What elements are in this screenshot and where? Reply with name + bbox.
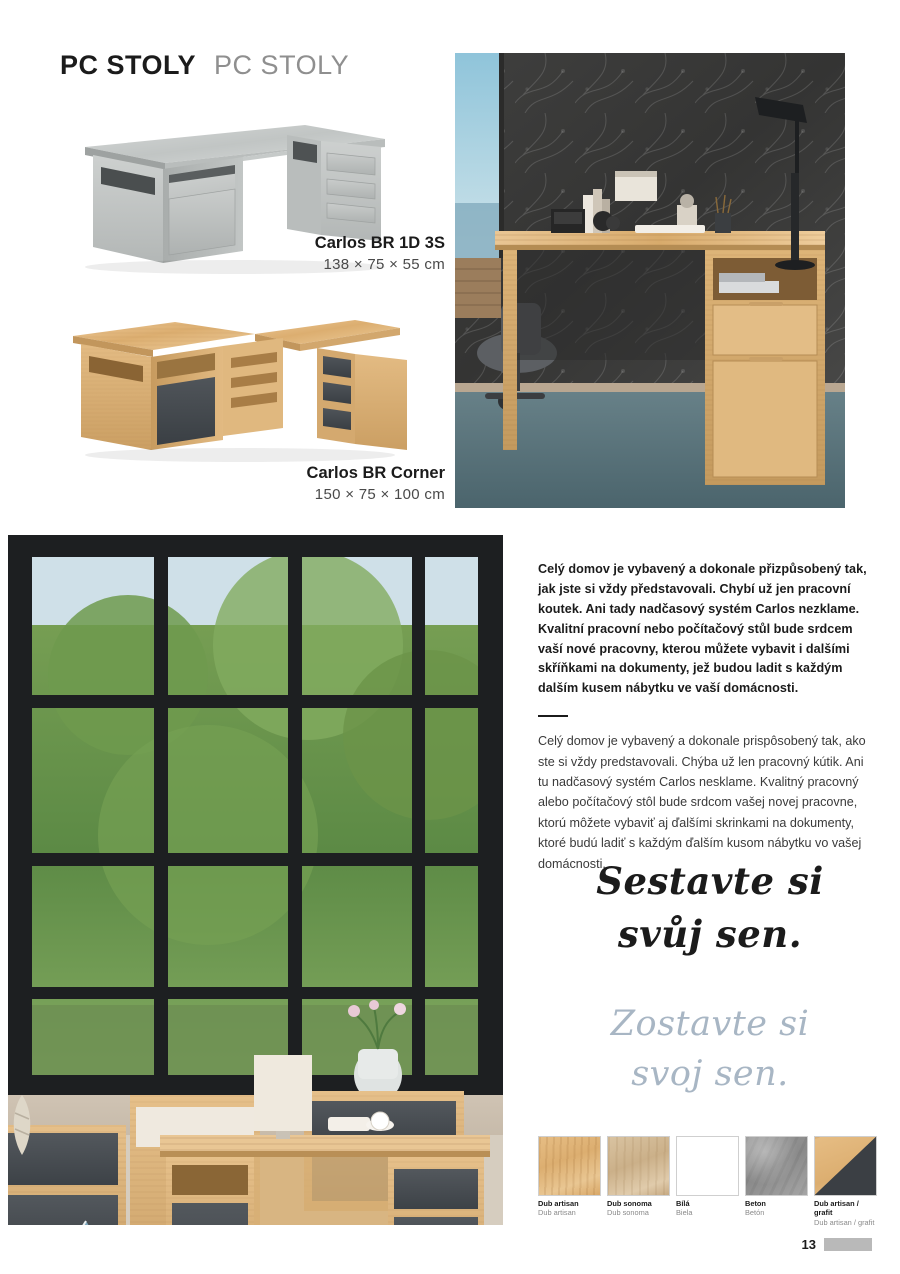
text-divider bbox=[538, 715, 568, 717]
page-title-sk: PC STOLY bbox=[214, 50, 350, 80]
product-name-2: Carlos BR Corner bbox=[306, 464, 445, 482]
slogan-sk bbox=[540, 1000, 880, 1099]
product-dimensions-1: 138 × 75 × 55 cm bbox=[323, 256, 445, 274]
product-dimensions-2: 150 × 75 × 100 cm bbox=[314, 486, 445, 504]
description-sk: Celý domov je vybavený a dokonale prispôsobený tak, ako ste si vždy predstavovali. Chýba už len pracovný kútik. Ani tu nadčasový systém Carlos nesklame. Kvalitný pracovný alebo počítačový stôl bude srdcom vašej novej pracovne, ktorú môžete vybaviť aj ďalšími skrinkami na dokumenty, ktoré budú ladiť s každým ďalším kusom nábytku vo vašej domácnosti. bbox=[538, 734, 866, 871]
swatch-label-sk-0: Dub artisan bbox=[538, 1208, 576, 1218]
swatch-beton[interactable] bbox=[745, 1136, 808, 1227]
swatch-chip-dub-sonoma bbox=[607, 1136, 670, 1196]
room-photo-office-set bbox=[8, 535, 503, 1225]
slogan-sk-line2: svoj sen. bbox=[631, 1053, 789, 1094]
swatch-label-cz-0: Dub artisan bbox=[538, 1199, 579, 1208]
swatch-chip-dub-artisan-grafit bbox=[814, 1136, 877, 1196]
slogan-cz bbox=[540, 855, 880, 960]
swatch-dub-artisan-grafit[interactable] bbox=[814, 1136, 877, 1227]
page-title bbox=[60, 50, 349, 81]
product-name-1: Carlos BR 1D 3S bbox=[314, 234, 445, 252]
slogan-cz-line1: Sestavte si bbox=[596, 859, 824, 903]
product-caption-2 bbox=[55, 462, 445, 507]
page-bar bbox=[824, 1238, 872, 1251]
hero-photo-oak-desk bbox=[455, 53, 845, 508]
description-text-block bbox=[538, 560, 873, 874]
swatch-label-sk-1: Dub sonoma bbox=[607, 1208, 649, 1218]
swatch-label-sk-4: Dub artisan / grafit bbox=[814, 1217, 875, 1227]
slogan-sk-line1: Zostavte si bbox=[610, 1004, 810, 1044]
swatch-chip-dub-artisan bbox=[538, 1136, 601, 1196]
swatch-label-cz-4: Dub artisan / grafit bbox=[814, 1199, 859, 1218]
hero-photo-illustration bbox=[455, 53, 845, 508]
product-caption-1 bbox=[55, 232, 445, 277]
slogan-cz-line2: svůj sen. bbox=[617, 911, 803, 956]
swatch-label-cz-3: Beton bbox=[745, 1199, 766, 1208]
carlos-br-corner-illustration bbox=[55, 300, 445, 465]
swatch-bila[interactable] bbox=[676, 1136, 739, 1227]
swatch-label-sk-2: Biela bbox=[676, 1208, 693, 1218]
finish-swatches bbox=[538, 1136, 883, 1227]
swatch-dub-artisan[interactable] bbox=[538, 1136, 601, 1227]
description-cz: Celý domov je vybavený a dokonale přizpůsobený tak, jak jste si vždy představovali. Chybí už jen pracovní koutek. Ani tady nadčasový systém Carlos nezklame. Kvalitní pracovní nebo počítačový stůl bude srdcem vaší nové pracovny, kterou můžete vybavit i dalšími skříňkami na dokumenty, jež budou ladit s každým dalším kusem nábytku ve vaší domácnosti. bbox=[538, 562, 867, 696]
page-footer bbox=[802, 1237, 872, 1252]
swatch-label-sk-3: Betón bbox=[745, 1208, 765, 1218]
page-number: 13 bbox=[801, 1237, 816, 1252]
swatch-dub-sonoma[interactable] bbox=[607, 1136, 670, 1227]
product-image-carlos-br-corner bbox=[55, 300, 445, 460]
page-title-cz: PC STOLY bbox=[60, 50, 197, 80]
swatch-label-cz-2: Bílá bbox=[676, 1199, 690, 1208]
room-photo-illustration bbox=[8, 535, 503, 1225]
swatch-label-cz-1: Dub sonoma bbox=[607, 1199, 652, 1208]
swatch-chip-bila bbox=[676, 1136, 739, 1196]
swatch-chip-beton bbox=[745, 1136, 808, 1196]
